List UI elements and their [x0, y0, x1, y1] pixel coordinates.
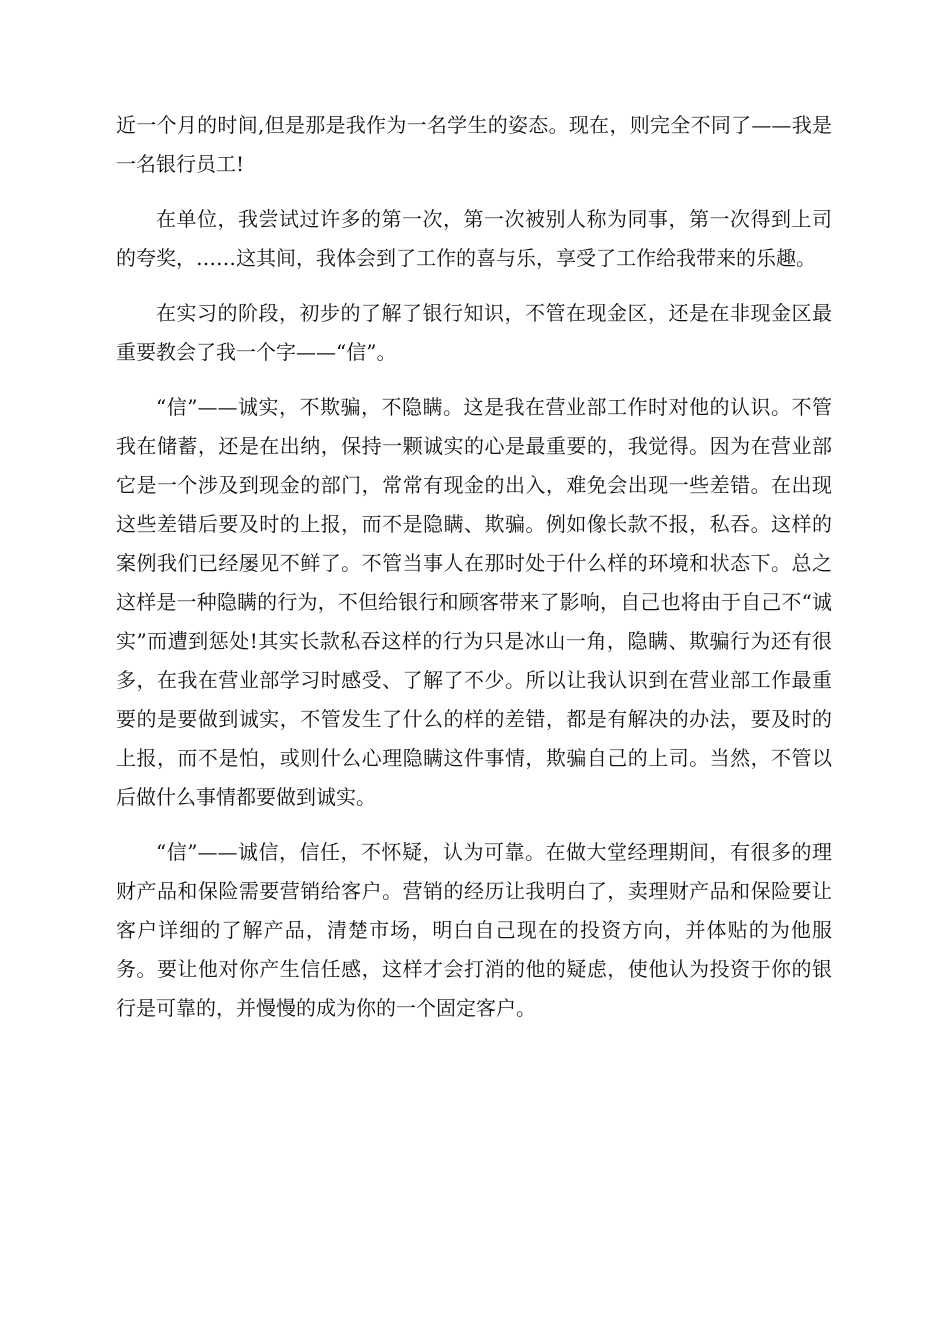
paragraph-internship-stage: 在实习的阶段，初步的了解了银行知识，不管在现金区，还是在非现金区最重要教会了我一个字——“信”。 [116, 301, 832, 364]
paragraph-honesty: “信”——诚实，不欺骗，不隐瞒。这是我在营业部工作时对他的认识。不管我在储蓄，还是在出纳，保持一颗诚实的心是最重要的，我觉得。因为在营业部它是一个涉及到现金的部门，常常有现金的出入，难免会出现一些差错。在出现这些差错后要及时的上报，而不是隐瞒、欺骗。例如像长款不报，私吞。这样的案例我们已经屡见不鲜了。不管当事人在那时处于什么样的环境和状态下。总之这样是一种隐瞒的行为，不但给银行和顾客带来了影响，自己也将由于自己不“诚实”而遭到惩处!其实长款私吞这样的行为只是冰山一角，隐瞒、欺骗行为还有很多，在我在营业部学习时感受、了解了不少。所以让我认识到在营业部工作最重要的是要做到诚实，不管发生了什么的样的差错，都是有解决的办法，要及时的上报，而不是怕，或则什么心理隐瞒这件事情，欺骗自己的上司。当然，不管以后做什么事情都要做到诚实。 [116, 395, 832, 809]
paragraph-continuation: 近一个月的时间,但是那是我作为一名学生的姿态。现在，则完全不同了——我是一名银行员工! [116, 113, 832, 176]
paragraph-trust: “信”——诚信，信任，不怀疑，认为可靠。在做大堂经理期间，有很多的理财产品和保险需要营销给客户。营销的经历让我明白了，卖理财产品和保险要让客户详细的了解产品，清楚市场，明白自己现在的投资方向，并体贴的为他服务。要让他对你产生信任感，这样才会打消的他的疑虑，使他认为投资于你的银行是可靠的，并慢慢的成为你的一个固定客户。 [116, 840, 832, 1020]
paragraph-first-times: 在单位，我尝试过许多的第一次，第一次被别人称为同事，第一次得到上司的夸奖，……这其间，我体会到了工作的喜与乐，享受了工作给我带来的乐趣。 [116, 207, 832, 270]
document-body [116, 106, 832, 1044]
